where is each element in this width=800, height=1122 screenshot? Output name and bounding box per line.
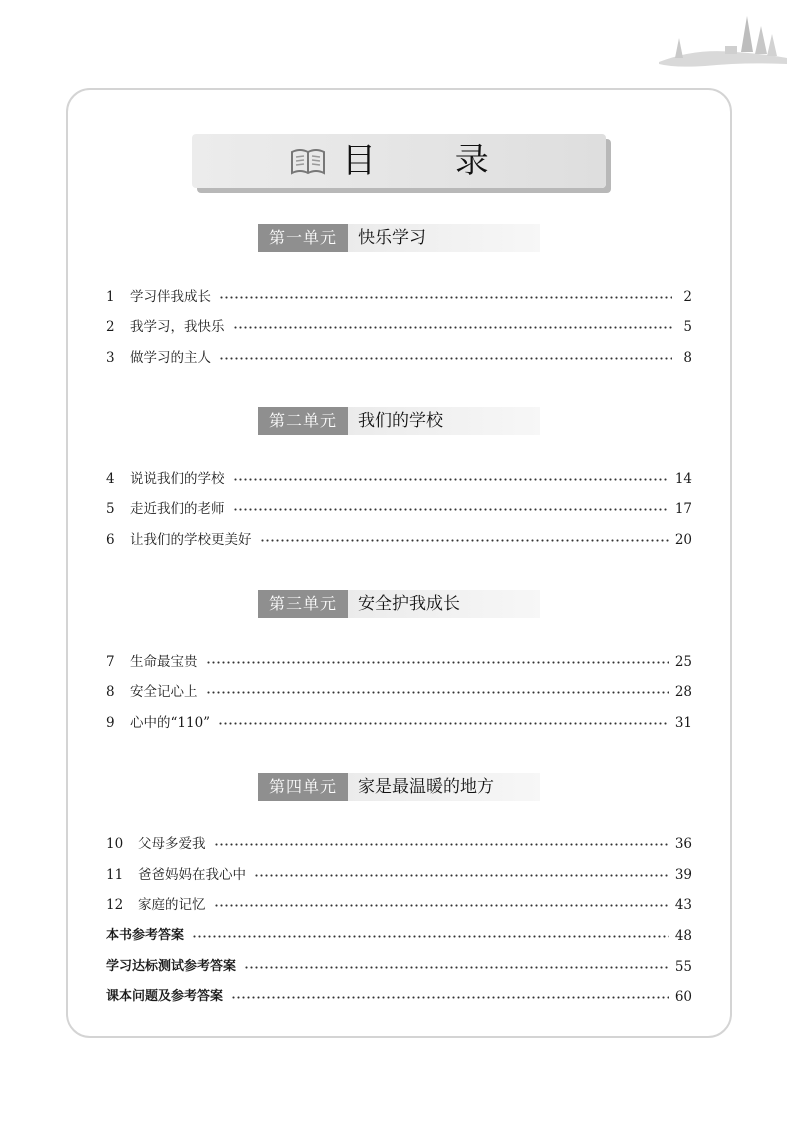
unit-number-badge: 第四单元 [258,773,348,801]
page-number: 8 [683,350,692,366]
lesson-title: 走近我们的老师 [130,501,225,517]
toc-entry[interactable] [106,713,692,733]
unit-name: 我们的学校 [348,407,540,435]
unit-name: 家是最温暖的地方 [348,773,540,801]
toc-entry-appendix[interactable] [106,926,692,946]
page-number: 39 [674,867,692,883]
lesson-title: 说说我们的学校 [130,471,225,487]
lesson-title: 做学习的主人 [130,350,211,366]
toc-entry[interactable] [106,895,692,915]
lesson-title: 生命最宝贵 [130,654,198,670]
page-number: 2 [683,289,692,305]
page-number: 14 [674,471,692,487]
lesson-title: 学习伴我成长 [130,289,211,305]
page-number: 5 [683,319,692,335]
appendix-title: 本书参考答案 [106,928,185,943]
dot-leader [254,874,669,877]
page-number: 17 [674,501,692,517]
unit-header [258,224,540,252]
dot-leader [260,539,669,542]
lesson-title: 让我们的学校更美好 [130,532,252,548]
lesson-number: 8 [106,684,115,700]
lesson-title: 爸爸妈妈在我心中 [138,867,246,883]
toc-entry[interactable] [106,652,692,672]
lesson-number: 1 [106,289,115,305]
dot-leader [218,722,669,725]
lesson-number: 12 [106,897,124,913]
toc-entry[interactable] [106,499,692,519]
lesson-number: 9 [106,715,115,731]
page-number: 20 [674,532,692,548]
lesson-title: 父母多爱我 [138,836,206,852]
appendix-title: 课本问题及参考答案 [106,989,224,1004]
lesson-number: 7 [106,654,115,670]
lesson-number: 10 [106,836,124,852]
unit-header [258,773,540,801]
dot-leader [233,326,673,329]
unit-number-badge: 第一单元 [258,224,348,252]
toc-entry-appendix[interactable] [106,987,692,1007]
lesson-title: 我学习，我快乐 [130,319,225,335]
toc-entry[interactable] [106,865,692,885]
toc-entry[interactable] [106,287,692,307]
dot-leader [233,478,669,481]
page-number: 28 [674,684,692,700]
page-number: 25 [674,654,692,670]
lesson-number: 3 [106,350,115,366]
lesson-number: 4 [106,471,115,487]
title-banner [192,134,606,188]
lesson-title: 家庭的记忆 [138,897,206,913]
lesson-title: 安全记心上 [130,684,198,700]
page-title: 目 录 [342,141,523,181]
page-number: 36 [674,836,692,852]
page-number: 31 [674,715,692,731]
landscape-trees-icon [655,12,790,70]
dot-leader [231,996,669,999]
appendix-title: 学习达标测试参考答案 [106,959,237,974]
unit-header [258,407,540,435]
lesson-number: 11 [106,867,124,883]
open-book-icon [290,146,326,176]
unit-name: 快乐学习 [348,224,540,252]
page-number: 48 [674,928,692,944]
unit-name: 安全护我成长 [348,590,540,618]
toc-entry[interactable] [106,530,692,550]
lesson-title: 心中的“110” [130,715,211,731]
toc-entry[interactable] [106,469,692,489]
toc-entry[interactable] [106,348,692,368]
dot-leader [219,296,672,299]
dot-leader [192,935,669,938]
lesson-number: 5 [106,501,115,517]
lesson-number: 2 [106,319,115,335]
lesson-number: 6 [106,532,115,548]
dot-leader [206,691,669,694]
toc-entry[interactable] [106,682,692,702]
page-number: 60 [674,989,692,1005]
dot-leader [219,357,672,360]
dot-leader [214,904,669,907]
unit-header [258,590,540,618]
dot-leader [244,966,669,969]
dot-leader [233,508,669,511]
toc-entry-appendix[interactable] [106,957,692,977]
dot-leader [206,661,669,664]
unit-number-badge: 第二单元 [258,407,348,435]
toc-entry[interactable] [106,834,692,854]
dot-leader [214,843,669,846]
page-number: 43 [674,897,692,913]
page-number: 55 [674,959,692,975]
unit-number-badge: 第三单元 [258,590,348,618]
toc-entry[interactable] [106,317,692,337]
